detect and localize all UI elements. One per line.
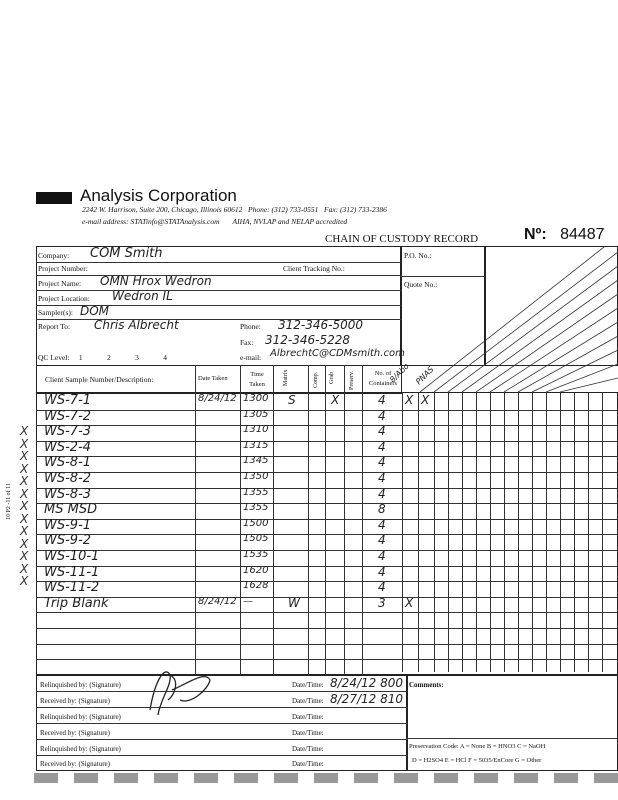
edge-tab bbox=[114, 773, 138, 783]
datetime-value-2: 8/27/12 810 bbox=[330, 692, 403, 706]
cell-matrix: S bbox=[288, 393, 296, 407]
cell-time: 1355 bbox=[243, 502, 269, 514]
relinquished-label-1: Relinquished by: (Signature) bbox=[40, 681, 121, 689]
project-location-value: Wedron IL bbox=[112, 289, 173, 303]
phone-value: 312-346-5000 bbox=[278, 318, 364, 332]
cell-sample: WS-11-1 bbox=[44, 564, 100, 580]
cell-containers: 4 bbox=[378, 486, 386, 501]
table-row-line bbox=[36, 503, 618, 504]
table-row-line bbox=[36, 410, 618, 411]
number-value: 84487 bbox=[560, 226, 605, 243]
info-divider bbox=[36, 275, 402, 276]
address-text: 2242 W. Harrison, Suite 200, Chicago, Illinois 60612 bbox=[82, 205, 243, 214]
fax-value: 312-346-5228 bbox=[265, 333, 351, 347]
qc-level-2: 2 bbox=[106, 353, 111, 362]
table-row-line bbox=[36, 488, 618, 489]
company-name: Analysis Corporation bbox=[80, 186, 237, 205]
cell-containers: 4 bbox=[378, 424, 386, 439]
header-grab: Grab bbox=[329, 372, 335, 384]
project-name-value: OMN Hrox Wedron bbox=[100, 274, 212, 288]
qc-level-1: 1 bbox=[78, 353, 83, 362]
relinquished-label-3: Relinquished by: (Signature) bbox=[40, 745, 121, 753]
datetime-label-2: Date/Time: bbox=[292, 697, 324, 705]
cell-time: 1305 bbox=[243, 408, 269, 420]
doc-title: CHAIN OF CUSTODY RECORD bbox=[325, 233, 479, 245]
client-tracking-label: Client Tracking No.: bbox=[283, 264, 345, 273]
cell-time: 1505 bbox=[243, 533, 269, 545]
fax-text: Fax: (312) 733-2386 bbox=[324, 205, 387, 214]
cell-time: 1310 bbox=[243, 424, 269, 436]
quote-label: Quote No.: bbox=[404, 280, 438, 289]
edge-tab bbox=[474, 773, 498, 783]
cell-containers: 4 bbox=[378, 439, 386, 454]
col-divider bbox=[602, 392, 603, 672]
header-comp: Comp. bbox=[313, 371, 319, 388]
edge-tab bbox=[194, 773, 218, 783]
report-to-label: Report To: bbox=[38, 322, 71, 331]
cell-a1: X bbox=[405, 393, 414, 407]
table-row-line bbox=[36, 456, 618, 457]
cell-containers: 4 bbox=[378, 455, 386, 470]
cell-containers: 4 bbox=[378, 549, 386, 563]
table-row-line bbox=[36, 612, 618, 613]
table-row-line bbox=[36, 519, 618, 520]
cell-sample: WS-8-2 bbox=[44, 471, 92, 486]
received-label-1: Received by: (Signature) bbox=[40, 697, 110, 705]
header-analysis-2: PNAS bbox=[414, 364, 436, 387]
cell-sample: WS-2-4 bbox=[44, 439, 92, 455]
table-row-line bbox=[36, 550, 618, 551]
cell-sample: WS-10-1 bbox=[44, 549, 100, 564]
received-label-2: Received by: (Signature) bbox=[40, 729, 110, 737]
edge-tab bbox=[34, 773, 58, 783]
email-label: e-mail: bbox=[240, 353, 262, 362]
datetime-value-1: 8/24/12 800 bbox=[330, 676, 403, 690]
cell-time: 1355 bbox=[243, 486, 269, 498]
number-label: Nº: bbox=[524, 226, 547, 243]
cell-containers: 4 bbox=[378, 564, 386, 579]
footer-row-line bbox=[36, 707, 408, 708]
company-value: COM Smith bbox=[90, 246, 163, 261]
table-row-line bbox=[36, 534, 618, 535]
col-divider bbox=[490, 392, 491, 672]
project-name-label: Project Name: bbox=[38, 279, 82, 288]
accreditation-text: AIHA, NVLAP and NELAP accredited bbox=[232, 217, 348, 226]
edge-tab bbox=[354, 773, 378, 783]
edge-tab bbox=[314, 773, 338, 783]
table-row-line bbox=[36, 628, 618, 629]
header-matrix: Matrix bbox=[283, 369, 289, 386]
header-analysis-1: 8/Abo bbox=[388, 361, 411, 385]
cell-containers: 4 bbox=[378, 517, 386, 532]
datetime-label-6: Date/Time: bbox=[292, 760, 324, 768]
preservation-code-2: D = H2SO4 E = HCl F = 5035/EnCore G = Other bbox=[412, 757, 542, 764]
cell-containers: 8 bbox=[378, 502, 386, 517]
cell-sample: WS-9-2 bbox=[44, 533, 92, 549]
cell-time: — bbox=[243, 595, 253, 607]
table-row-line bbox=[36, 597, 618, 598]
footer-row-line bbox=[36, 739, 408, 740]
footer-row-line bbox=[36, 755, 408, 756]
col-divider bbox=[532, 392, 533, 672]
edge-tab bbox=[554, 773, 578, 783]
margin-note: 10 P2 -11 of 11 bbox=[6, 483, 12, 520]
table-row-line bbox=[36, 425, 618, 426]
phone-text: Phone: (312) 733-0551 bbox=[247, 205, 319, 214]
header-preserv: Preserv. bbox=[349, 370, 355, 390]
preservation-code-1: Preservation Code: A = None B = HNO3 C = NaOH bbox=[409, 743, 546, 750]
margin-x-marks: X X X X X X X X X X X X X bbox=[20, 424, 29, 588]
col-divider bbox=[518, 392, 519, 672]
cell-a2: X bbox=[421, 393, 430, 407]
info-divider bbox=[36, 290, 402, 291]
project-location-label: Project Location: bbox=[38, 294, 90, 303]
table-row-line bbox=[36, 644, 618, 645]
cell-sample: WS-8-3 bbox=[44, 486, 92, 502]
record-number bbox=[524, 226, 605, 244]
cell-sample: WS-7-1 bbox=[44, 393, 92, 408]
phone-label: Phone: bbox=[240, 322, 261, 331]
company-logo bbox=[36, 192, 72, 204]
cell-time: 1620 bbox=[243, 564, 269, 576]
comments-label: Comments: bbox=[409, 681, 444, 689]
sampler-label: Sampler(s): bbox=[38, 308, 73, 317]
cell-time: 1628 bbox=[243, 580, 269, 592]
cell-containers: 4 bbox=[378, 580, 386, 595]
col-divider bbox=[448, 392, 449, 672]
qc-label-text: QC Level: bbox=[38, 353, 70, 362]
table-row-line bbox=[36, 441, 618, 442]
cell-time: 1350 bbox=[243, 471, 269, 482]
col-divider bbox=[462, 392, 463, 672]
cell-containers: 4 bbox=[378, 533, 386, 548]
info-divider bbox=[36, 262, 402, 263]
cell-grab: X bbox=[331, 393, 340, 407]
datetime-label-4: Date/Time: bbox=[292, 729, 324, 737]
col-divider bbox=[476, 392, 477, 672]
cell-sample: WS-7-2 bbox=[44, 408, 92, 424]
cell-time: 1300 bbox=[243, 393, 269, 404]
sampler-value: DOM bbox=[80, 304, 110, 318]
cell-matrix: W bbox=[288, 595, 300, 610]
qc-label bbox=[38, 353, 167, 362]
qc-level-3: 3 bbox=[135, 353, 139, 362]
company-address bbox=[82, 205, 387, 214]
cell-time: 1315 bbox=[243, 439, 269, 451]
col-divider bbox=[434, 392, 435, 672]
table-row-line bbox=[36, 581, 618, 582]
cell-sample: WS-7-3 bbox=[44, 424, 92, 440]
edge-tab bbox=[514, 773, 538, 783]
header-date: Date Taken bbox=[198, 375, 228, 382]
footer-row-line bbox=[36, 723, 408, 724]
col-divider bbox=[574, 392, 575, 672]
cell-time: 1500 bbox=[243, 517, 269, 529]
edge-tab bbox=[594, 773, 618, 783]
header-containers: No. of Containers bbox=[368, 370, 398, 387]
company-email bbox=[82, 217, 347, 226]
datetime-label-3: Date/Time: bbox=[292, 713, 324, 721]
edge-tab bbox=[274, 773, 298, 783]
col-divider bbox=[418, 392, 419, 672]
cell-sample: WS-9-1 bbox=[44, 517, 92, 533]
relinquished-label-2: Relinquished by: (Signature) bbox=[40, 713, 121, 721]
cell-containers: 3 bbox=[378, 595, 386, 610]
datetime-label-1: Date/Time: bbox=[292, 681, 324, 689]
cell-sample: WS-11-2 bbox=[44, 580, 100, 596]
cell-date: 8/24/12 bbox=[198, 595, 237, 607]
header-sample: Client Sample Number/Description: bbox=[45, 375, 154, 384]
datetime-label-5: Date/Time: bbox=[292, 745, 324, 753]
cell-a1: X bbox=[405, 595, 414, 610]
email-text: e-mail address: STATinfo@STATAnalysis.com bbox=[82, 217, 220, 226]
col-divider bbox=[504, 392, 505, 672]
qc-level-4: 4 bbox=[163, 353, 167, 362]
col-divider bbox=[560, 392, 561, 672]
email-value: AlbrechtC@CDMsmith.com bbox=[270, 348, 405, 359]
cell-date: 8/24/12 bbox=[198, 393, 237, 404]
cell-sample: Trip Blank bbox=[44, 595, 109, 611]
col-divider bbox=[402, 392, 403, 672]
po-label: P.O. No.: bbox=[404, 251, 432, 260]
cell-time: 1535 bbox=[243, 549, 269, 560]
table-row-line bbox=[36, 472, 618, 473]
edge-tab bbox=[234, 773, 258, 783]
col-divider bbox=[546, 392, 547, 672]
signature-scribble bbox=[110, 660, 220, 720]
edge-tab bbox=[434, 773, 458, 783]
edge-tab bbox=[154, 773, 178, 783]
cell-containers: 4 bbox=[378, 471, 386, 485]
report-to-value: Chris Albrecht bbox=[94, 318, 179, 332]
preservation-divider bbox=[406, 738, 618, 739]
cell-sample: MS MSD bbox=[44, 502, 98, 518]
received-label-3: Received by: (Signature) bbox=[40, 760, 110, 768]
cell-sample: WS-8-1 bbox=[44, 455, 92, 471]
cell-containers: 4 bbox=[378, 393, 386, 407]
col-divider bbox=[588, 392, 589, 672]
table-row-line bbox=[36, 566, 618, 567]
edge-tab bbox=[394, 773, 418, 783]
cell-time: 1345 bbox=[243, 455, 269, 467]
header-time: Time Taken bbox=[249, 371, 265, 388]
edge-tab bbox=[74, 773, 98, 783]
project-number-label: Project Number: bbox=[38, 264, 88, 273]
company-label: Company: bbox=[38, 251, 70, 260]
fax-label: Fax: bbox=[240, 338, 254, 347]
cell-containers: 4 bbox=[378, 408, 386, 423]
